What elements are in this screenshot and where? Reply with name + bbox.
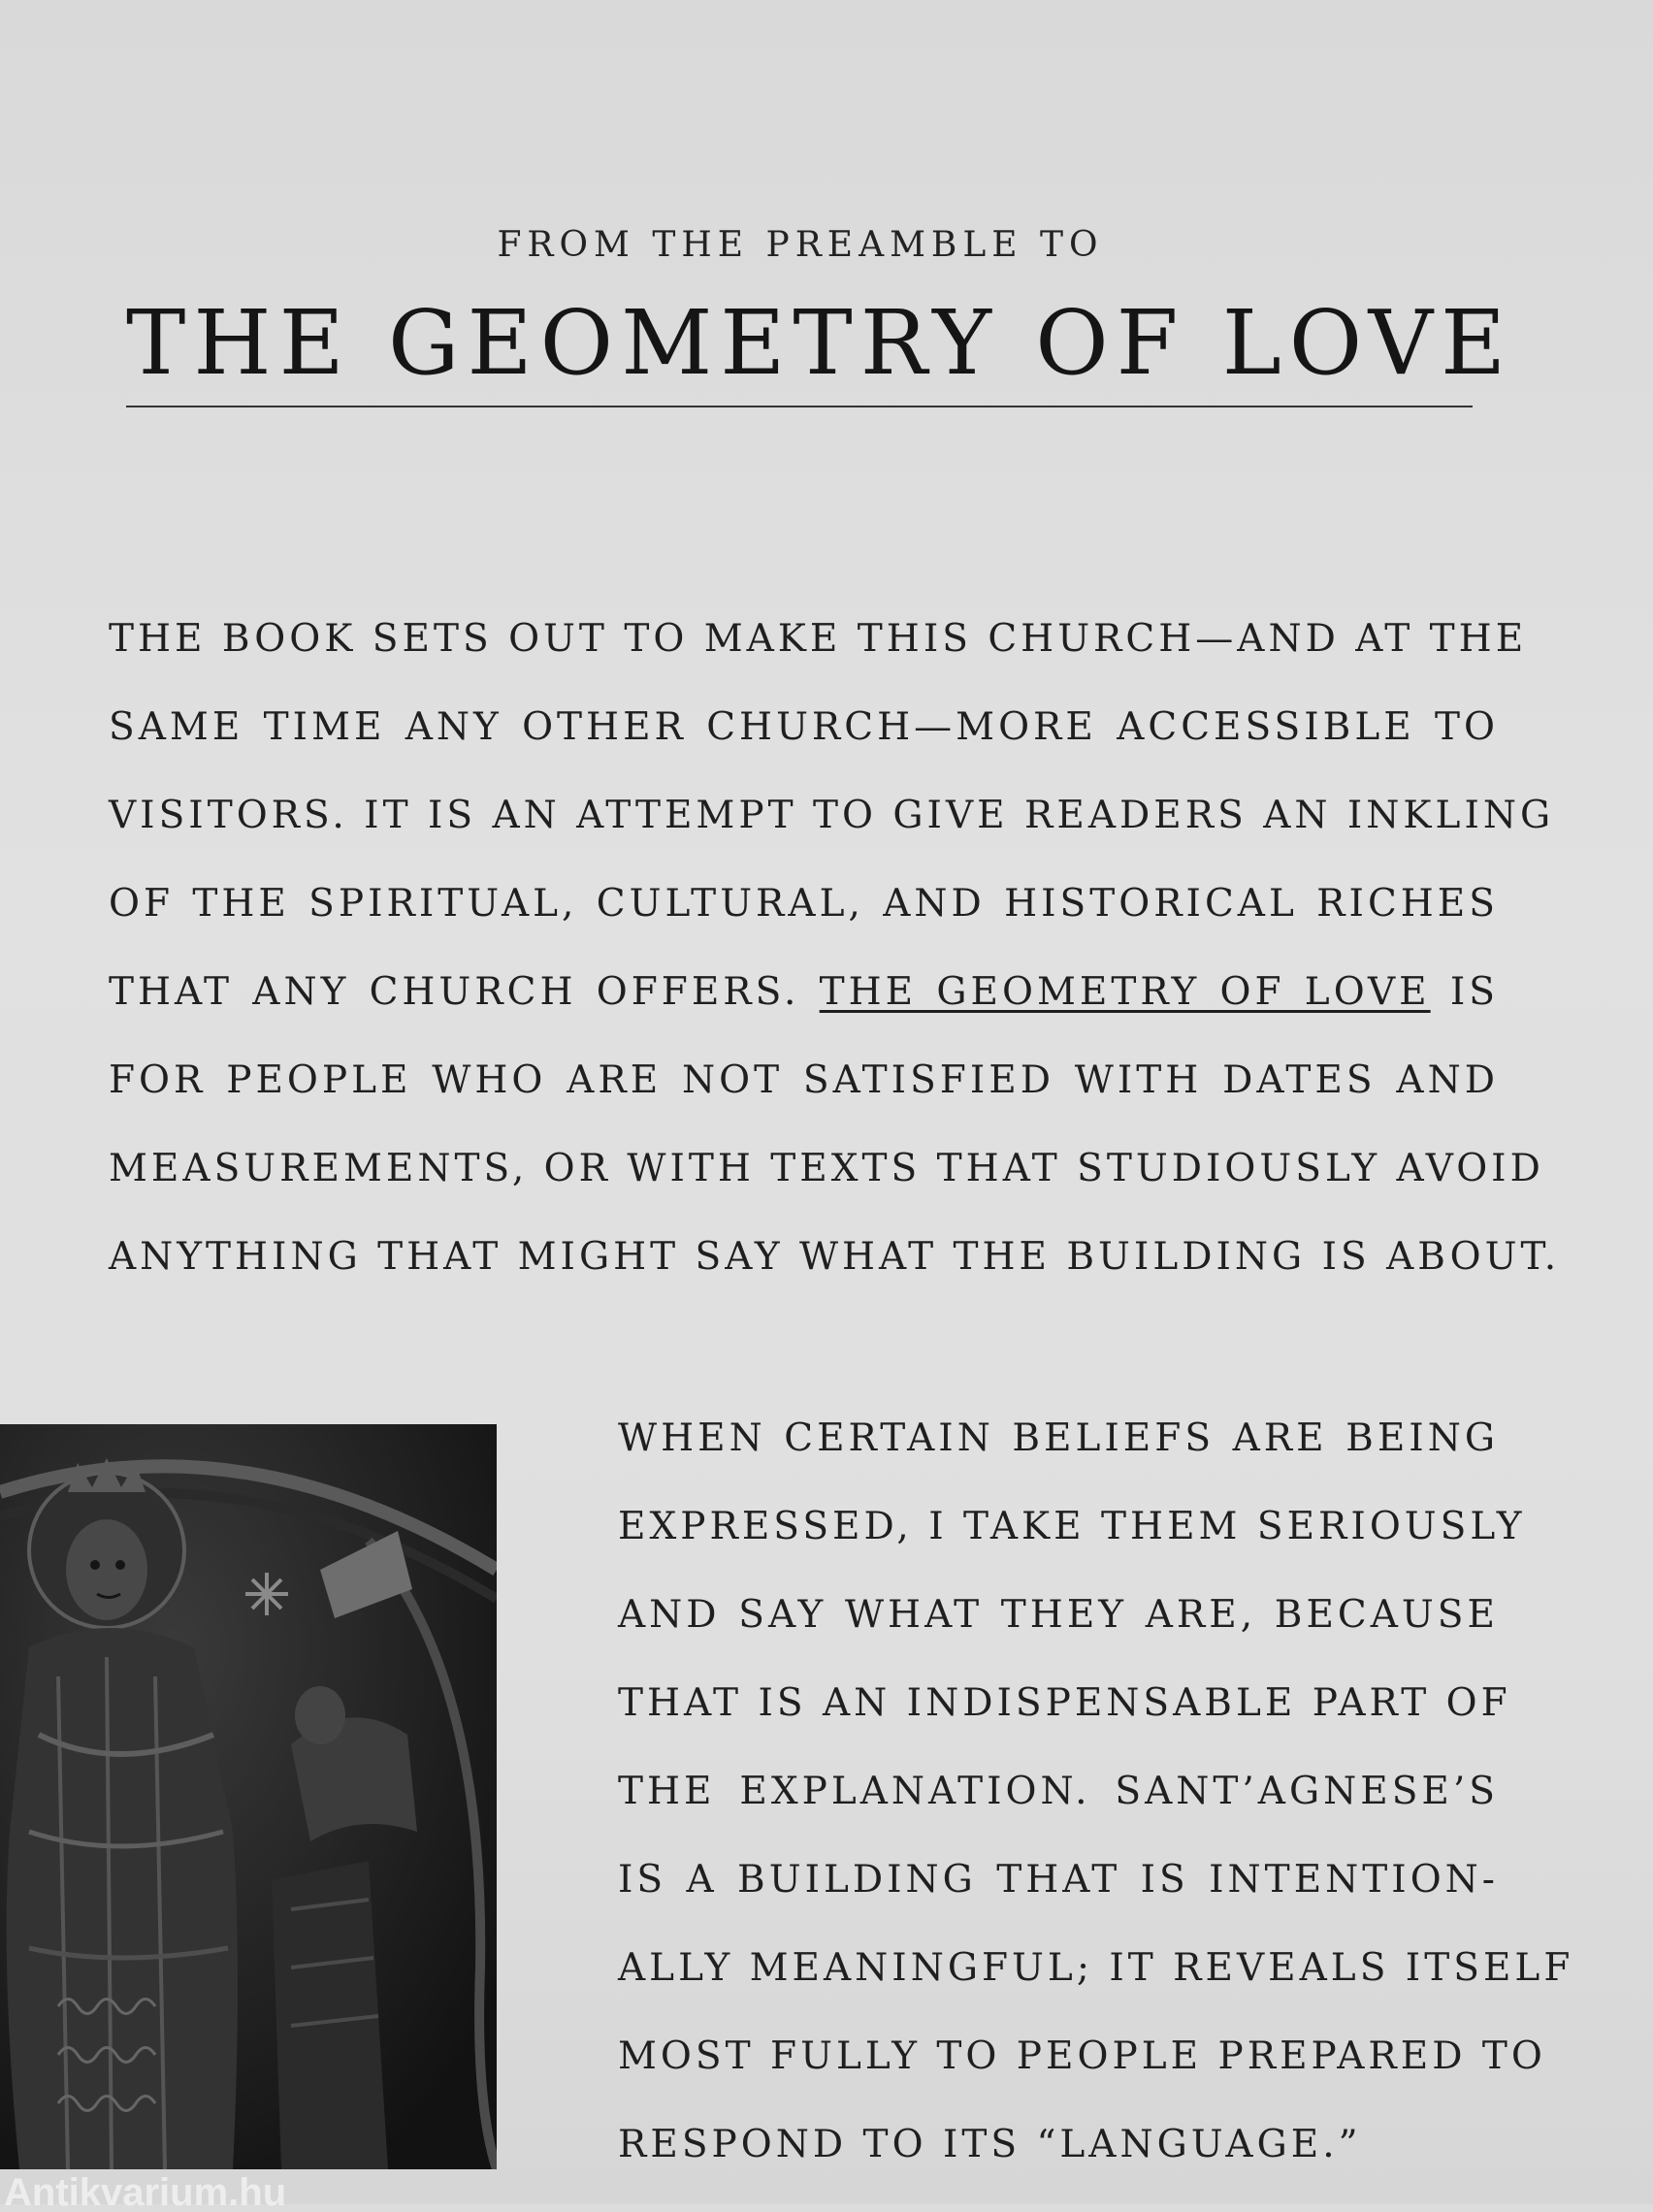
line-5-text-after: IS (1449, 970, 1500, 1014)
paragraph-1-line: OF THE SPIRITUAL, CULTURAL, AND HISTORICAL RICHES (109, 882, 1499, 926)
paragraph-1-line: ANYTHING THAT MIGHT SAY WHAT THE BUILDING IS ABOUT. (109, 1235, 1561, 1279)
paragraph-1-line: SAME TIME ANY OTHER CHURCH—MORE ACCESSIBLE TO (109, 705, 1499, 749)
book-title-heading: THE GEOMETRY OF LOVE (126, 291, 1514, 395)
paragraph-1-line-with-title (109, 948, 1499, 1036)
paragraph-2-line: EXPRESSED, I TAKE THEM SERIOUSLY (618, 1505, 1526, 1548)
mosaic-artwork (0, 1424, 497, 2169)
preamble-paragraph-2 (618, 1394, 1574, 2189)
paragraph-1-line: MEASUREMENTS, OR WITH TEXTS THAT STUDIOUSLY AVOID (109, 1147, 1544, 1190)
watermark-text: Antikvarium.hu (4, 2173, 287, 2212)
paragraph-2-line: THAT IS AN INDISPENSABLE PART OF (618, 1681, 1511, 1725)
paragraph-1-line: FOR PEOPLE WHO ARE NOT SATISFIED WITH DATES AND (109, 1058, 1499, 1102)
paragraph-2-line: IS A BUILDING THAT IS INTENTION- (618, 1858, 1499, 1902)
paragraph-2-line: MOST FULLY TO PEOPLE PREPARED TO (618, 2034, 1546, 2078)
paragraph-2-line: AND SAY WHAT THEY ARE, BECAUSE (618, 1593, 1499, 1637)
paragraph-1-line: VISITORS. IT IS AN ATTEMPT TO GIVE READERS AN INKLING (109, 794, 1555, 837)
paragraph-2-line: ALLY MEANINGFUL; IT REVEALS ITSELF (618, 1946, 1574, 1990)
paragraph-1-line: THE BOOK SETS OUT TO MAKE THIS CHURCH—AND AT THE (109, 617, 1528, 661)
preamble-kicker: FROM THE PREAMBLE TO (497, 225, 1104, 265)
paragraph-2-line: WHEN CERTAIN BELIEFS ARE BEING (618, 1416, 1499, 1460)
line-5-text-before: THAT ANY CHURCH OFFERS. (109, 970, 800, 1014)
mosaic-saint-image (0, 1424, 497, 2169)
title-underline-rule (126, 406, 1473, 407)
preamble-paragraph-1 (109, 595, 1561, 1301)
paragraph-2-line: RESPOND TO ITS “LANGUAGE.” (618, 2123, 1362, 2166)
underlined-book-title: THE GEOMETRY OF LOVE (819, 970, 1431, 1014)
paragraph-2-line: THE EXPLANATION. SANT’AGNESE’S (618, 1770, 1499, 1813)
